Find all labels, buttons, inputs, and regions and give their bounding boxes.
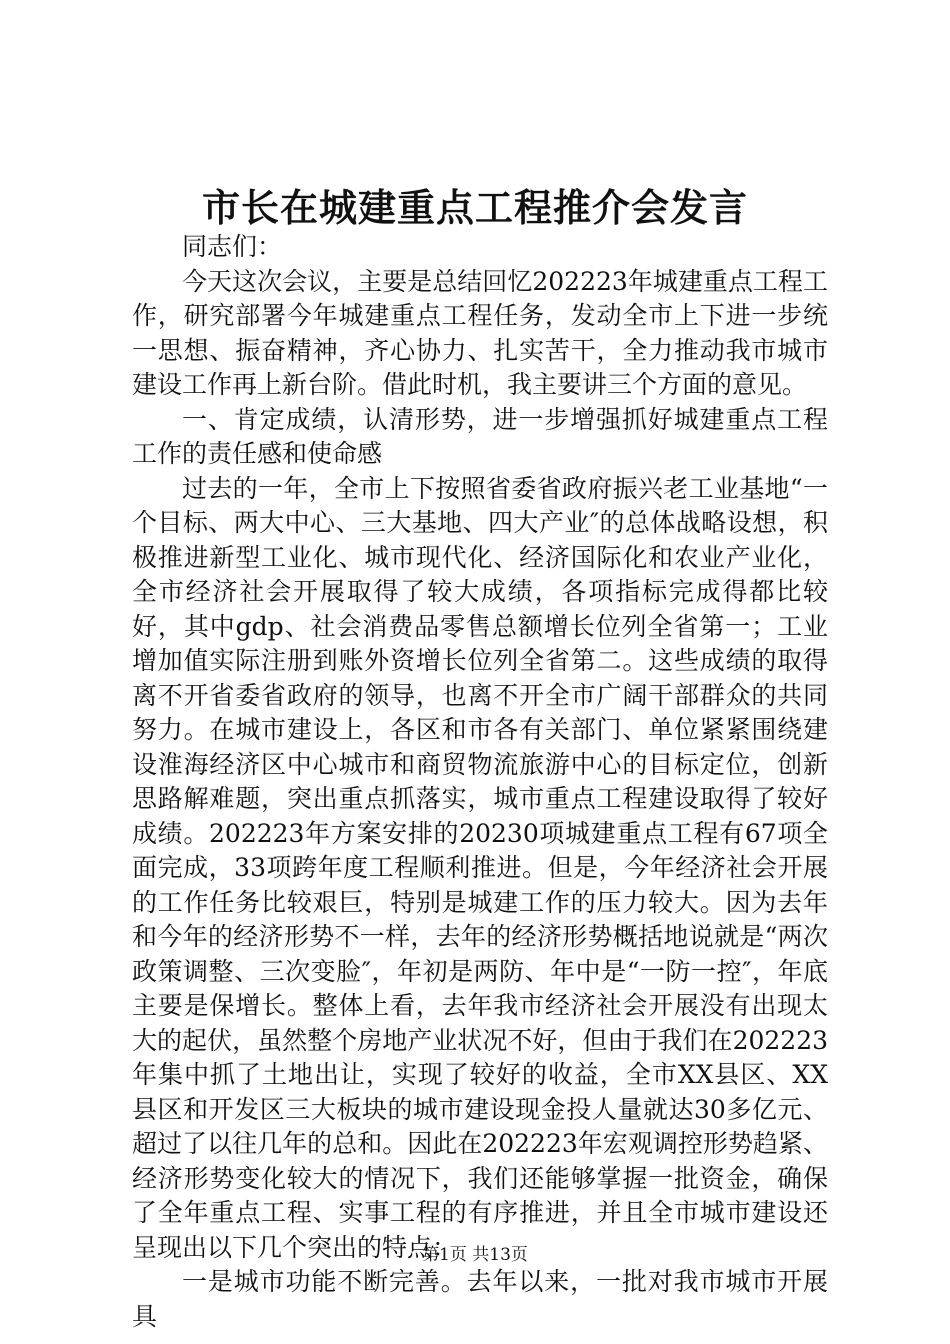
document-title: 市长在城建重点工程推介会发言 — [201, 185, 748, 230]
paragraph-feature-1: 一是城市功能不断完善。去年以来，一批对我市城市开展具 — [132, 1267, 828, 1331]
paragraph-review: 过去的一年，全市上下按照省委省政府振兴老工业基地“一个目标、两大中心、三大基地、四大产业″的总体战略设想，积极推进新型工业化、城市现代化、经济国际化和农业产业化，全市经济社会开展取得了较大成绩，各项指标完成得都比较好，其中gdp、社会消费品零售总额增长位列全省第一；工业增加值实际注册到账外资增长位列全省第二。这些成绩的取得离不开省委省政府的领导，也离不开全市广阔干部群众的共同努力。在城市建设上，各区和市各有关部门、单位紧紧围绕建设淮海经济区中心城市和商贸物流旅游中心的目标定位，创新思路解难题，突出重点抓落实，城市重点工程建设取得了较好成绩。202223年方案安排的20230项城建重点工程有67项全面完成，33项跨年度工程顺利推进。但是，今年经济社会开展的工作任务比较艰巨，特别是城建工作的压力较大。因为去年和今年的经济形势不一样，去年的经济形势概括地说就是“两次政策调整、三次变脸″，年初是两防、年中是“一防一控″，年底主要是保增长。整体上看，去年我市经济社会开展没有出现太大的起伏，虽然整个房地产业状况不好，但由于我们在202223年集中抓了土地出让，实现了较好的收益，全市XX县区、XX县区和开发区三大板块的城市建设现金投人量就达30多亿元、超过了以往几年的总和。因此在202223年宏观调控形势趋紧、经济形势变化较大的情况下，我们还能够掌握一批资金，确保了全年重点工程、实事工程的有序推进，并且全市城市建设还呈现出以下几个突出的特点： — [132, 473, 828, 1262]
salutation: 同志们： — [182, 232, 283, 261]
section-heading-1: 一、肯定成绩，认清形势，进一步增强抓好城建重点工程工作的责任感和使命感 — [132, 404, 828, 468]
document-body — [132, 230, 828, 1334]
page-footer: 第1页 共13页 — [422, 1245, 528, 1265]
paragraph-intro: 今天这次会议，主要是总结回忆202223年城建重点工程工作，研究部署今年城建重点工程任务，发动全市上下进一步统一思想、振奋精神，齐心协力、扎实苦干，全力推动我市城市建设工作再上新台阶。借此时机，我主要讲三个方面的意见。 — [132, 266, 828, 399]
